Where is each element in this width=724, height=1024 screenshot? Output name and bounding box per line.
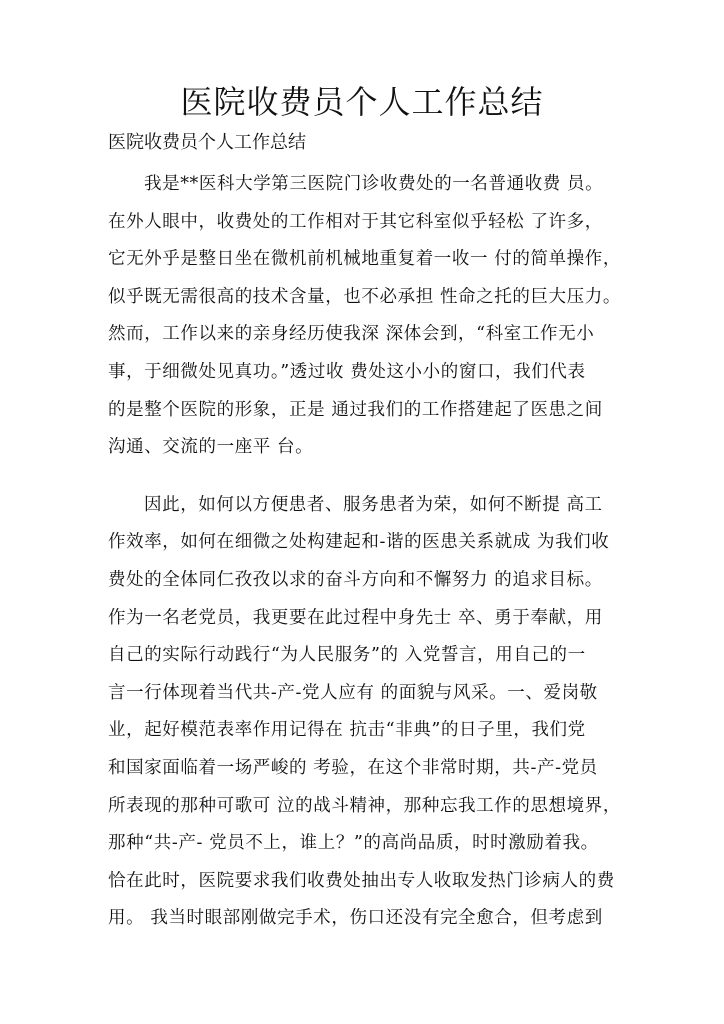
paragraph-2-line: 自己的实际行动践行“为人民服务”的 入党誓言，用自己的一 [108, 645, 586, 666]
paragraph-1-line: 我是**医科大学第三医院门诊收费处的一名普通收费 员。 [144, 174, 604, 194]
paragraph-1-line: 沟通、交流的一座平 台。 [108, 437, 314, 458]
paragraph-1-line: 它无外乎是整日坐在微机前机械地重复着一收一 付的简单操作， [108, 249, 621, 270]
paragraph-1-line: 事，于细微处见真功。”透过收 费处这小小的窗口，我们代表 [108, 361, 586, 382]
document-subtitle: 医院收费员个人工作总结 [108, 132, 306, 153]
paragraph-2-line: 那种“共-产- 党员不上，谁上？”的高尚品质，时时激励着我。 [108, 833, 599, 854]
paragraph-2-line: 费处的全体同仁孜孜以求的奋斗方向和不懈努力 的追求目标。 [108, 569, 603, 590]
paragraph-2-line: 因此，如何以方便患者、服务患者为荣，如何不断提 高工 [144, 494, 603, 515]
paragraph-2-line: 言一行体现着当代共-产-党人应有 的面貌与风采。一、爱岗敬 [108, 682, 598, 703]
paragraph-1-line: 在外人眼中，收费处的工作相对于其它科室似乎轻松 了许多， [108, 211, 603, 232]
document-title: 医院收费员个人工作总结 [180, 83, 544, 121]
paragraph-2-line: 恰在此时，医院要求我们收费处抽出专人收取发热门诊病人的费 [108, 870, 615, 891]
paragraph-1-line: 似乎既无需很高的技术含量，也不必承担 性命之托的巨大压力。 [108, 286, 621, 307]
paragraph-2-line: 用。 我当时眼部刚做完手术，伤口还没有完全愈合，但考虑到 [108, 908, 603, 929]
paragraph-1-line: 然而，工作以来的亲身经历使我深 深体会到，“科室工作无小 [108, 324, 595, 345]
paragraph-2-line: 业，起好模范表率作用记得在 抗击“非典”的日子里，我们党 [108, 720, 586, 741]
paragraph-2-line: 所表现的那种可歌可 泣的战斗精神，那种忘我工作的思想境界， [108, 795, 621, 816]
document-body [108, 166, 638, 938]
paragraph-2-line: 作为一名老党员，我更要在此过程中身先士 卒、勇于奉献，用 [108, 607, 603, 628]
paragraph-2-line: 作效率，如何在细微之处构建起和-谐的医患关系就成 为我们收 [108, 532, 610, 553]
paragraph-1-line: 的是整个医院的形象，正是 通过我们的工作搭建起了医患之间 [108, 399, 603, 420]
paragraph-2-line: 和国家面临着一场严峻的 考验，在这个非常时期，共-产-党员 [108, 757, 598, 778]
